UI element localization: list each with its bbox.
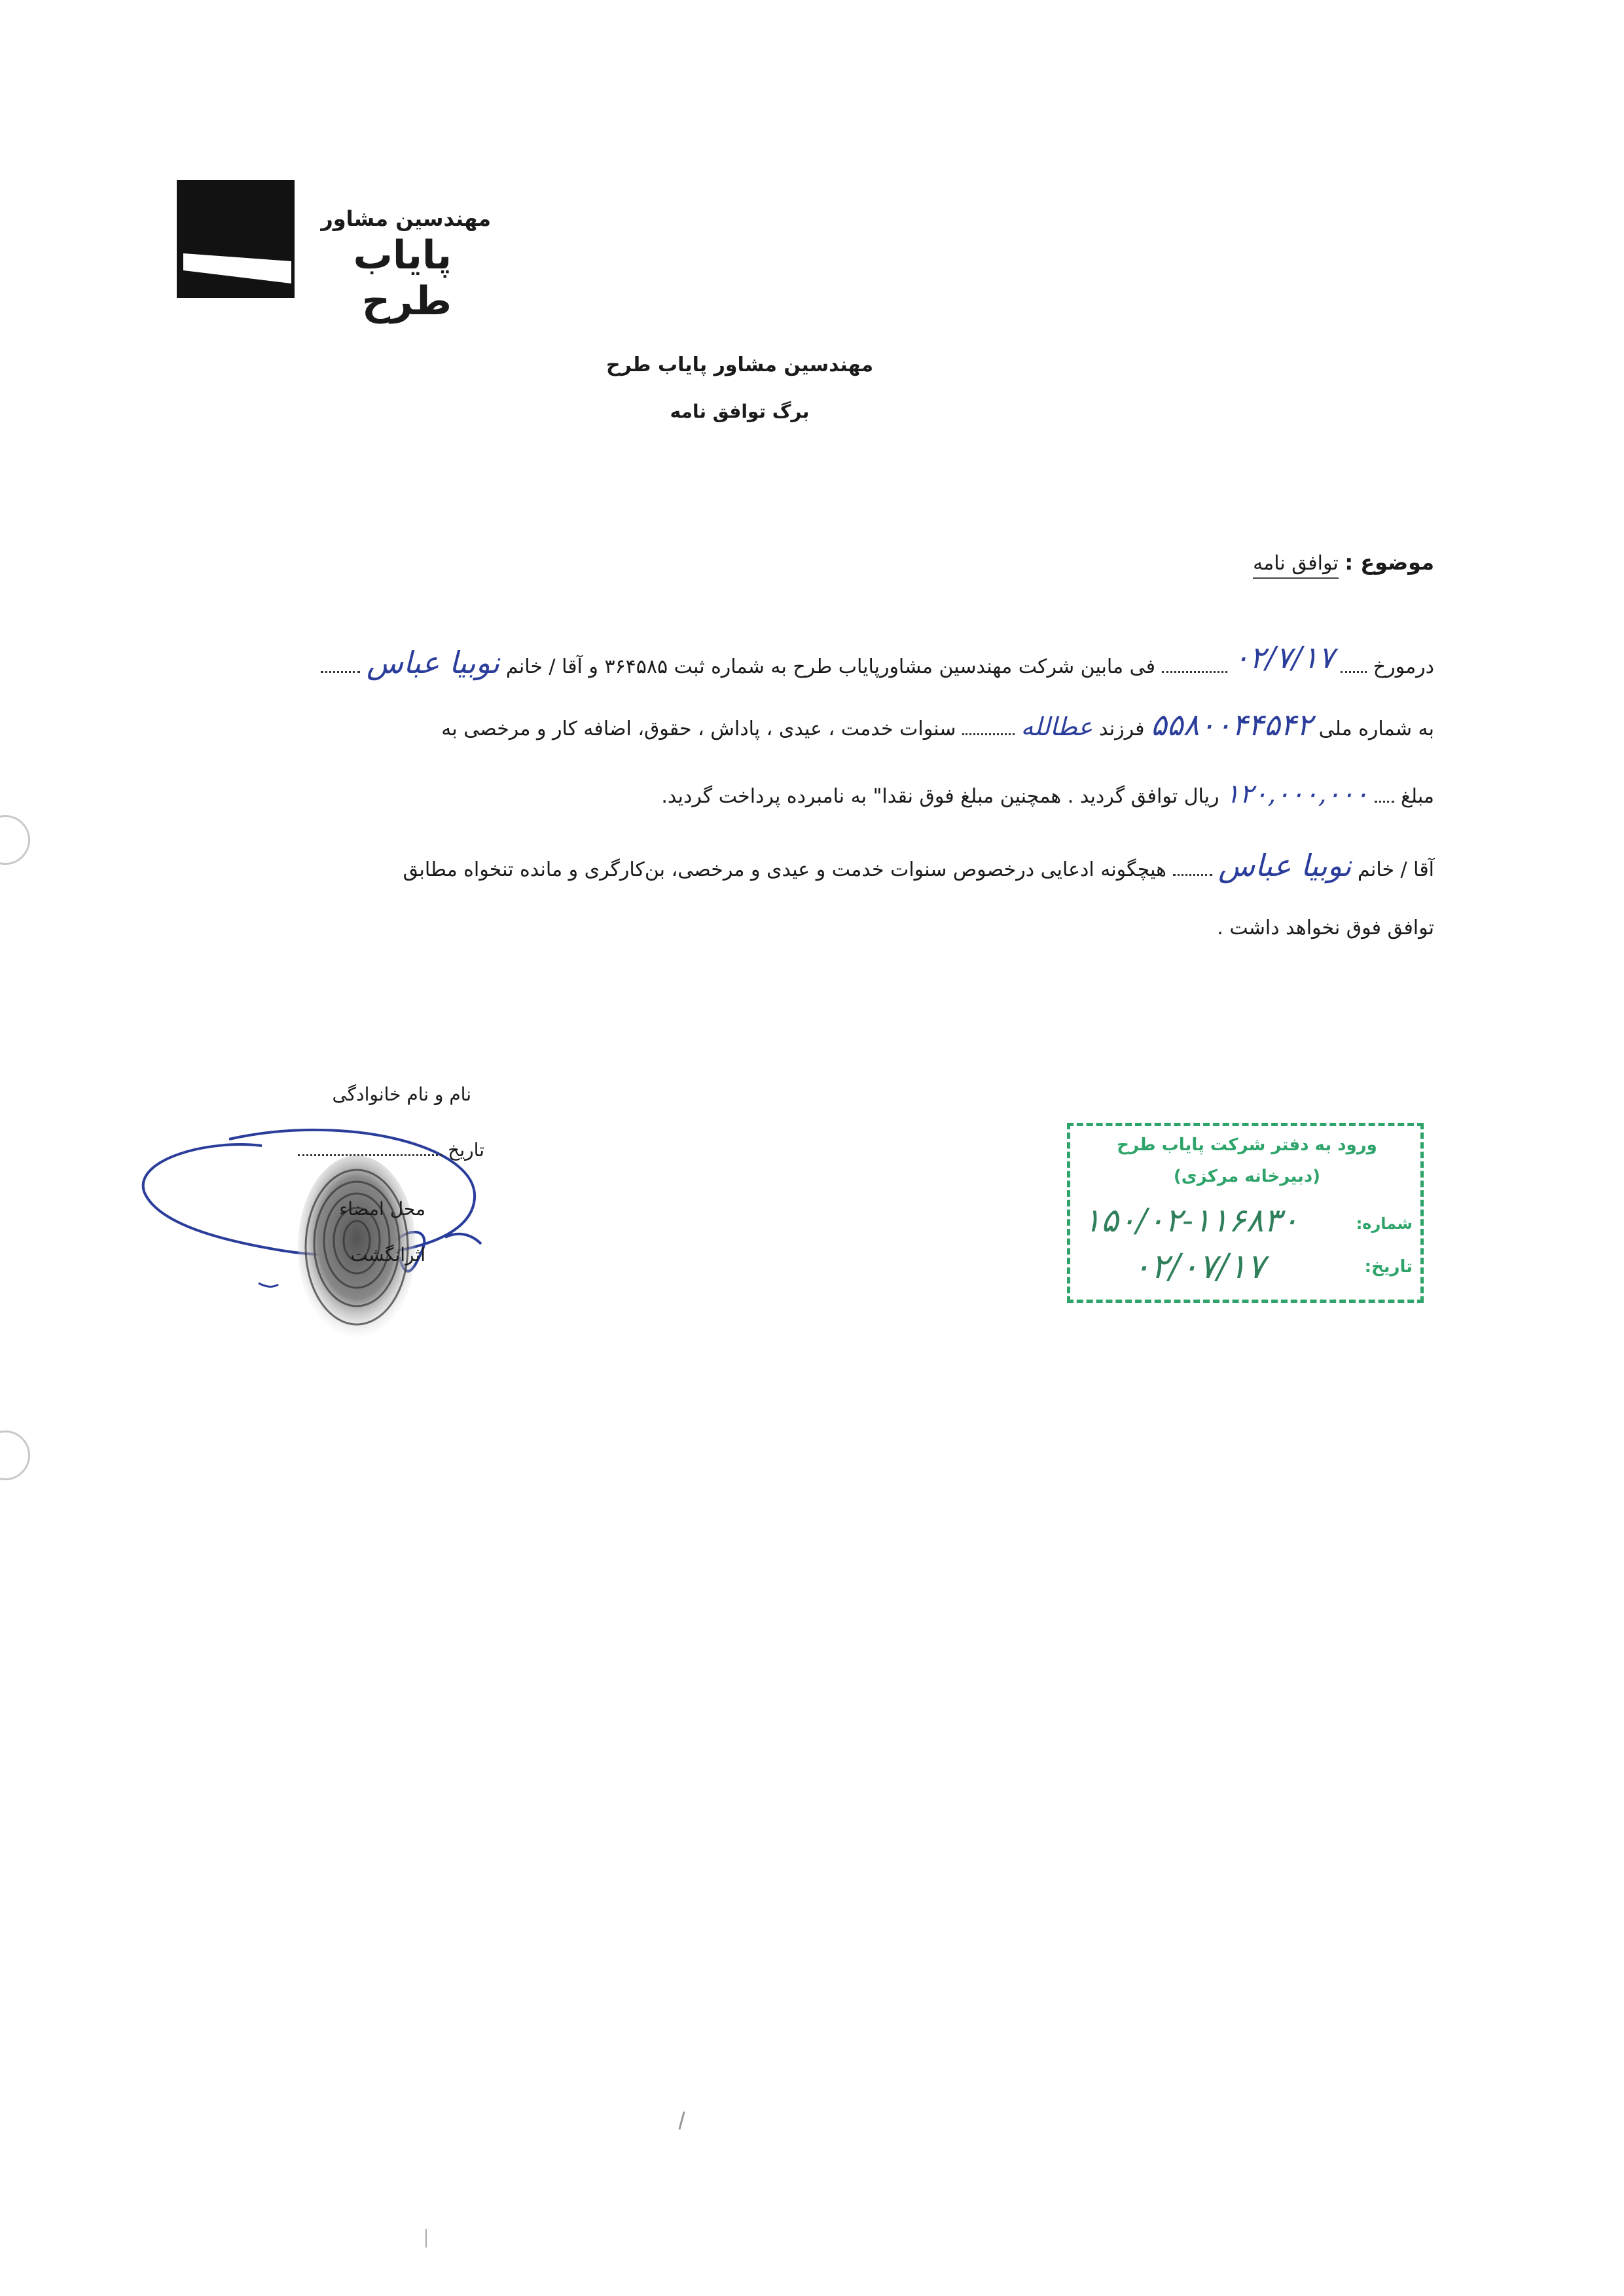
body-line-2: [441, 707, 1434, 742]
signature-fingerprint-label: اثرانگشت: [350, 1244, 425, 1266]
dotted-fill: [962, 728, 1015, 735]
signature-sign-label: محل امضاء: [339, 1198, 425, 1220]
secretariat-stamp: [1067, 1123, 1424, 1303]
line4-suffix: هیچگونه ادعایی درخصوص سنوات خدمت و عیدی و مرخصی، بن‌کارگری و مانده تنخواه مطابق: [403, 858, 1166, 881]
punch-hole: [0, 1430, 30, 1480]
body-line-4: [403, 848, 1434, 883]
scan-mark: [678, 2111, 685, 2130]
stamp-number-value: ۱۵۰/۰۲-۱۱۶۸۳۰: [1083, 1201, 1299, 1239]
subject-row: [1253, 550, 1434, 575]
line2-prefix: به شماره ملی: [1318, 718, 1434, 740]
body-line-5: [1217, 917, 1434, 939]
handwritten-name: نوبیا عباس: [1218, 848, 1352, 883]
line1-prefix: درمورخ: [1373, 655, 1434, 678]
stamp-date-value: ۰۲/۰۷/۱۷: [1132, 1247, 1265, 1286]
subject-label: موضوع :: [1344, 550, 1434, 575]
handwritten-date: ۰۲/۷/۱۷: [1233, 640, 1335, 675]
line2-child-of: فرزند: [1099, 718, 1145, 740]
signature-name-label: نام و نام خانوادگی: [332, 1084, 471, 1105]
line5-text: توافق فوق نخواهد داشت .: [1217, 917, 1434, 939]
logo-text-top: مهندسین مشاور: [321, 206, 491, 231]
line3-prefix: مبلغ: [1400, 785, 1434, 808]
handwritten-national-id: ۵۵۸۰۰۴۴۵۴۲: [1151, 707, 1313, 742]
dotted-fill: [321, 666, 360, 673]
body-line-3: [661, 779, 1434, 809]
stamp-title: ورود به دفتر شرکت پایاب طرح: [1117, 1135, 1377, 1155]
line1-middle: فی مابین شرکت مهندسین مشاورپایاب طرح به شماره ثبت ۳۶۴۵۸۵ و آقا / خانم: [505, 655, 1155, 678]
stamp-number-label: شماره:: [1356, 1214, 1413, 1233]
line4-prefix: آقا / خانم: [1358, 858, 1434, 881]
line3-suffix: ریال توافق گردید . همچنین مبلغ فوق نقدا" به نامبرده پرداخت گردید.: [661, 785, 1219, 808]
company-logo: [177, 180, 295, 298]
dotted-fill: [1375, 795, 1394, 803]
dotted-fill: [298, 1149, 442, 1156]
dotted-fill: [1173, 869, 1212, 876]
handwritten-name: نوبیا عباس: [366, 645, 500, 680]
logo-bar-shape: [183, 253, 291, 283]
stamp-subtitle: (دبیرخانه مرکزی): [1173, 1167, 1321, 1186]
dotted-fill: [1162, 666, 1227, 673]
dotted-fill: [1341, 666, 1367, 673]
punch-hole: [0, 815, 30, 865]
subject-value: توافق نامه: [1253, 552, 1339, 579]
signature-date-label: تاریخ: [249, 1139, 484, 1161]
scan-mark: [425, 2229, 427, 2248]
document-title: مهندسین مشاور پایاب طرح: [605, 354, 874, 376]
line2-suffix: سنوات خدمت ، عیدی ، پاداش ، حقوق، اضافه کار و مرخصی به: [441, 718, 956, 740]
body-line-1: [321, 640, 1434, 680]
stamp-date-label: تاریخ:: [1364, 1257, 1413, 1277]
handwritten-amount: ۱۲۰,۰۰۰,۰۰۰: [1225, 779, 1369, 809]
handwritten-father-name: عطالله: [1020, 712, 1093, 741]
document-subtitle: برگ توافق نامه: [670, 401, 810, 422]
logo-text-main: پایاب طرح: [353, 232, 452, 324]
